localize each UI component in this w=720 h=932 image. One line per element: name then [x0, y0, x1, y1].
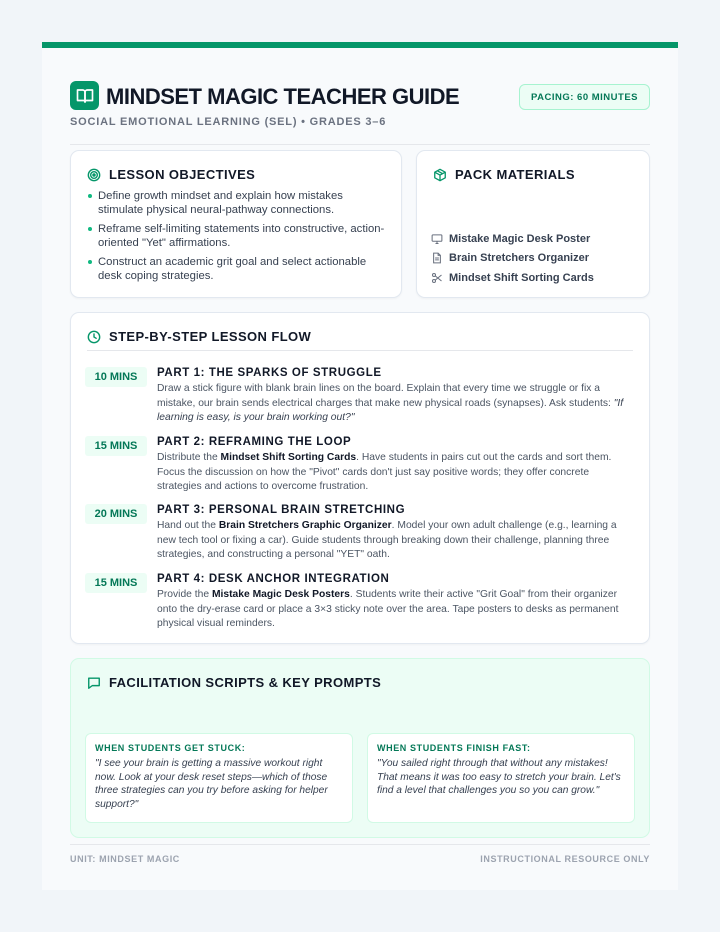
time-badge: 20 MINS — [85, 504, 147, 524]
time-badge: 10 MINS — [85, 367, 147, 387]
header — [70, 78, 650, 138]
step-question: "If learning is easy, is your brain working out?" — [157, 397, 624, 423]
open-book-icon — [70, 81, 99, 110]
script-label: WHEN STUDENTS GET STUCK: — [95, 743, 246, 753]
footer-note: INSTRUCTIONAL RESOURCE ONLY — [480, 854, 650, 864]
step-body — [157, 382, 635, 426]
step-heading: PART 1: THE SPARKS OF STRUGGLE — [157, 367, 382, 379]
step-heading: PART 4: DESK ANCHOR INTEGRATION — [157, 573, 390, 585]
page-title: MINDSET MAGIC TEACHER GUIDE — [106, 84, 460, 109]
objectives-heading — [87, 167, 255, 182]
target-icon — [87, 168, 101, 182]
step-text: . Students write their active "Grit Goal" from their organizer onto the dry-erase card or place a 3×3 sticky note over the area. Tape posters to desks as permanent physical visual reminders. — [157, 589, 619, 629]
list-item: Define growth mindset and explain how mistakes stimulate physical neural-pathway connections. — [87, 189, 387, 217]
list-item — [431, 249, 639, 269]
step-body — [157, 588, 635, 632]
material-label: Mindset Shift Sorting Cards — [449, 271, 594, 284]
time-badge: 15 MINS — [85, 573, 147, 593]
list-item: Reframe self-limiting statements into constructive, action-oriented "Yet" affirmations. — [87, 222, 387, 250]
scripts-heading — [87, 675, 381, 690]
materials-title: PACK MATERIALS — [455, 167, 575, 182]
materials-list — [431, 229, 639, 288]
objectives-card — [70, 150, 402, 298]
material-reference: Mindset Shift Sorting Cards — [220, 452, 357, 463]
lesson-flow-heading — [87, 329, 311, 344]
script-label: WHEN STUDENTS FINISH FAST: — [377, 743, 531, 753]
page — [42, 42, 678, 890]
list-item — [431, 229, 639, 249]
step-text: Draw a stick figure with blank brain lines on the board. Explain that every time we struggle or fix a mistake, our brain sends electrical charges that make new physical roads (synapses). Ask students: — [157, 383, 614, 409]
pacing-badge: PACING: 60 MINUTES — [519, 84, 650, 110]
step-text: . Model your own adult challenge (e.g., learning a new tech tool or fixing a car). Guide students through breaking down their challenge, planning three strategies, and constructing a personal "YET" oath. — [157, 520, 617, 560]
step-text: Provide the — [157, 589, 212, 600]
step-text: Hand out the — [157, 520, 219, 531]
list-item: Construct an academic grit goal and select actionable desk coping strategies. — [87, 255, 387, 283]
time-badge: 15 MINS — [85, 436, 147, 456]
flow-divider — [87, 350, 633, 351]
step-heading: PART 2: REFRAMING THE LOOP — [157, 436, 352, 448]
step-body — [157, 519, 635, 563]
material-label: Brain Stretchers Organizer — [449, 252, 589, 265]
material-reference: Mistake Magic Desk Posters — [211, 589, 350, 600]
chat-icon — [87, 676, 101, 690]
lesson-flow-card — [70, 312, 650, 644]
footer-divider — [70, 844, 650, 845]
materials-card — [416, 150, 650, 298]
facilitation-scripts-card — [70, 658, 650, 838]
step-text: . Have students in pairs cut out the cards and sort them. Focus the discussion on how the "Pivot" cards don't just say positive words; they offer concrete strategies and actions to overcome frustration. — [157, 452, 612, 492]
step-text: Distribute the — [157, 452, 221, 463]
scripts-title: FACILITATION SCRIPTS & KEY PROMPTS — [109, 675, 382, 690]
script-text: "I see your brain is getting a massive workout right now. Look at your desk reset steps—which of those three strategies can you try before asking for helper support?" — [95, 758, 328, 810]
materials-heading — [433, 167, 575, 182]
material-label: Mistake Magic Desk Poster — [449, 232, 591, 245]
clock-icon — [87, 330, 101, 344]
page-subtitle: SOCIAL EMOTIONAL LEARNING (SEL) • GRADES 3–6 — [70, 116, 387, 128]
monitor-icon — [431, 233, 443, 245]
objectives-list — [87, 189, 387, 288]
lesson-flow-title: STEP-BY-STEP LESSON FLOW — [109, 329, 312, 344]
step-body — [157, 451, 635, 495]
document-icon — [431, 252, 443, 264]
script-card — [367, 733, 635, 823]
script-card — [85, 733, 353, 823]
objectives-title: LESSON OBJECTIVES — [109, 167, 256, 182]
package-icon — [433, 168, 447, 182]
material-reference: Brain Stretchers Graphic Organizer — [218, 520, 392, 531]
footer-unit: UNIT: MINDSET MAGIC — [70, 854, 180, 864]
script-text: "You sailed right through that without any mistakes! That means it was too easy to stretch your brain. Let's find a level that challenges you so you can grow." — [377, 758, 621, 796]
list-item — [431, 268, 639, 288]
header-divider — [70, 144, 650, 145]
scissors-icon — [431, 272, 443, 284]
step-heading: PART 3: PERSONAL BRAIN STRETCHING — [157, 504, 406, 516]
